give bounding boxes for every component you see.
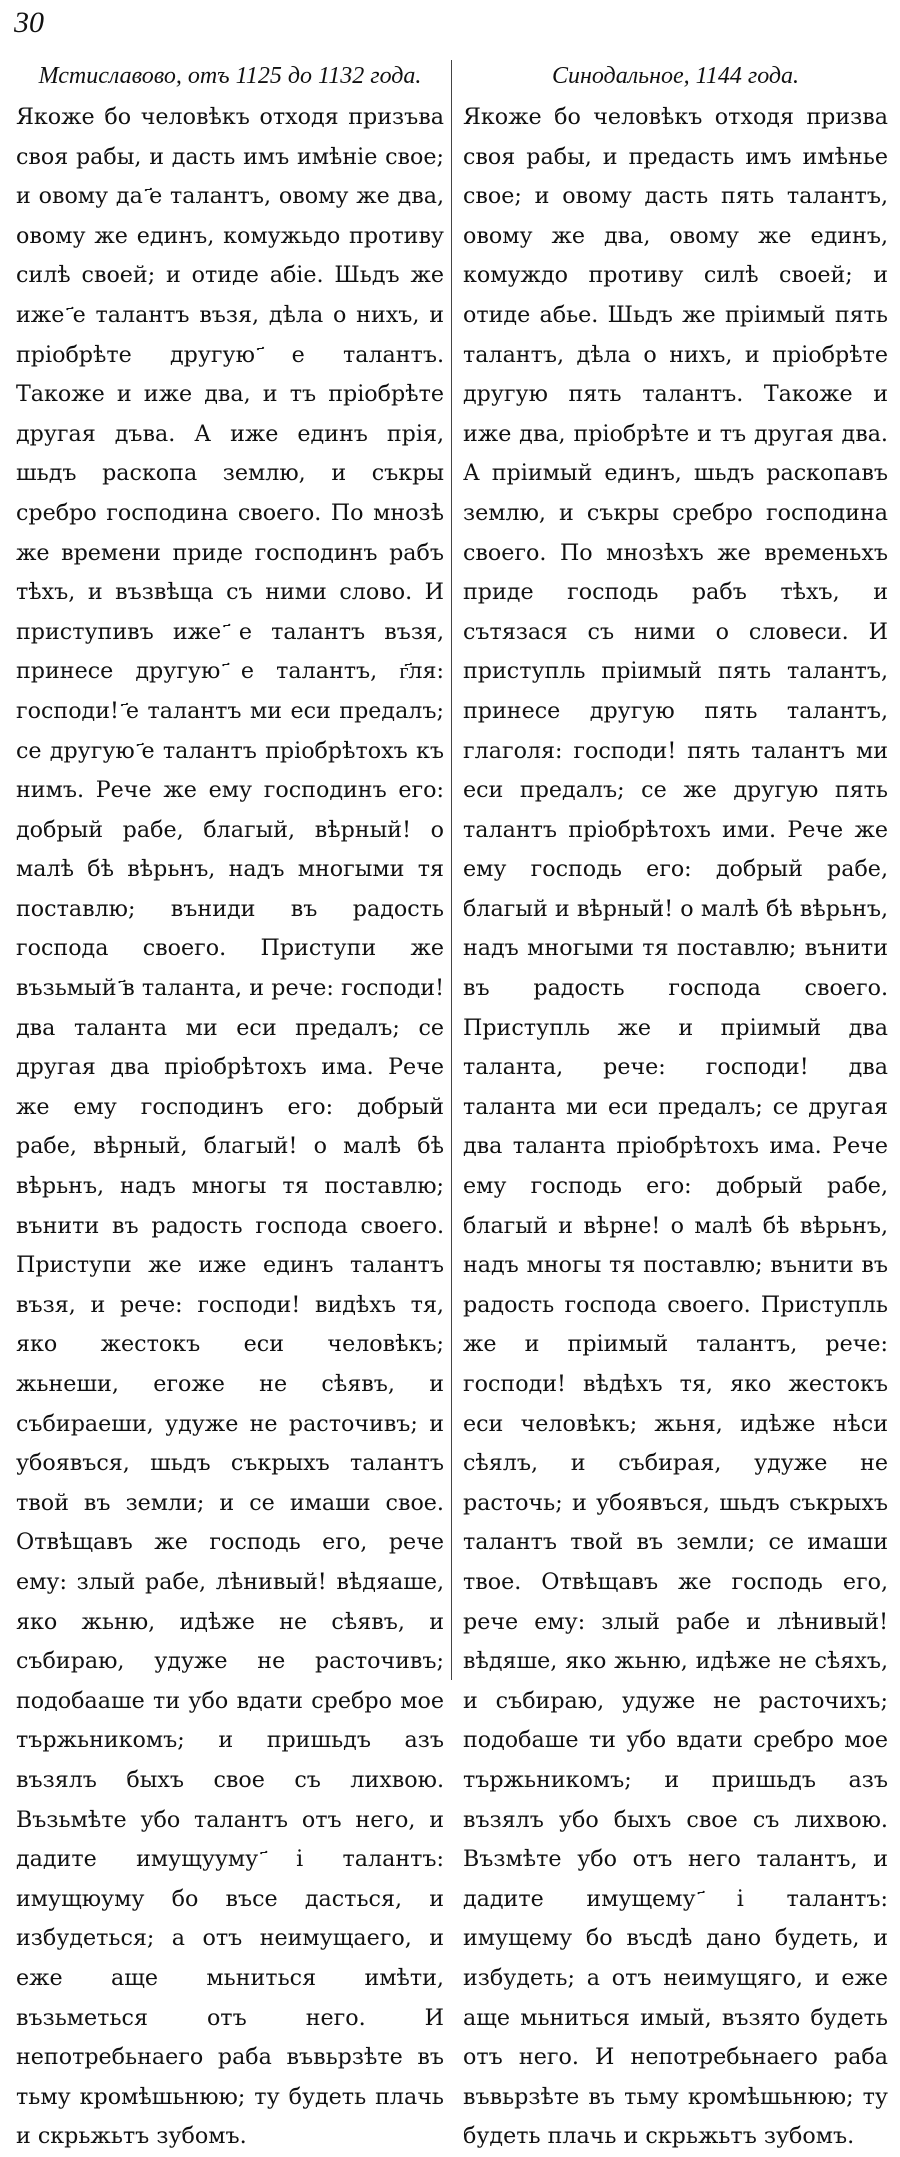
left-column: [16, 58, 444, 2150]
left-column-text: Якоже бо человѣкъ отходя призъва своя рабы, и дасть имъ имѣніе свое; и овому да ҃е талантъ, овому же два, овому же единъ, комужьдо противу силѣ своей; и отиде абіе. Шьдъ же иже ҃е талантъ възя, дѣла о нихъ, и пріобрѣте другую ҃е талантъ. Такоже и иже два, и тъ пріобрѣте другая дъва. А иже единъ прія, шьдъ раскопа землю, и съкры сребро господина своего. По мнозѣ же времени приде господинъ рабъ тѣхъ, и възвѣща съ ними слово. И приступивъ иже ҃е талантъ възя, принесе другую ҃е талантъ, г҃ля: господи! ҃е талантъ ми еси предалъ; се другую ҃е талантъ пріобрѣтохъ къ нимъ. Рече же ему господинъ его: добрый рабе, благый, вѣрный! о малѣ бѣ вѣрьнъ, надъ многыми тя поставлю; въниди въ радость господа своего. Приступи же възьмый ҃в таланта, и рече: господи! два таланта ми еси предалъ; се другая два пріобрѣтохъ има. Рече же ему господинъ его: добрый рабе, вѣрный, благый! о малѣ бѣ вѣрьнъ, надъ многы тя поставлю; вънити въ радость господа своего. Приступи же иже единъ талантъ възя, и рече: господи! видѣхъ тя, яко жестокъ еси человѣкъ; жьнеши, егоже не сѣявъ, и събираеши, удуже не расточивъ; и убоявъся, шьдъ съкрыхъ талантъ твой въ земли; и се имаши свое. Отвѣщавъ же господь его, рече ему: злый рабе, лѣнивый! вѣдяаше, яко жьню, идѣже не сѣявъ, и събираю, удуже не расточивъ; подобааше ти убо вдати сребро мое тържьникомъ; и пришьдъ азъ възялъ быхъ свое съ лихвою. Възьмѣте убо талантъ отъ него, и дадите имущууму ҃і талантъ: имущюуму бо въсе дасться, и избудеться; а отъ неимущаего, и еже аще мьниться имѣти, възьметься отъ него. И непотребьнаего раба въвьрзѣте въ тьму кромѣшьнюю; ту будеть плачь и скрьжьтъ зубомъ.: [16, 104, 444, 2150]
left-column-title: Мстиславово, отъ 1125 до 1132 года.: [38, 63, 422, 89]
right-column: [463, 58, 888, 2150]
right-column-text: Якоже бо человѣкъ отходя призва своя рабы, и предасть имъ имѣнье свое; и овому дасть пять талантъ, овому же два, овому же единъ, комуждо противу силѣ своей; и отиде абье. Шьдъ же пріимый пять талантъ, дѣла о нихъ, и пріобрѣте другую пять талантъ. Такоже и иже два, пріобрѣте и тъ другая два. А пріимый единъ, шьдъ раскопавъ землю, и съкры сребро господина своего. По мнозѣхъ же временьхъ приде господь рабъ тѣхъ, и сътязася съ ними о словеси. И приступль пріимый пять талантъ, принесе другую пять талантъ, глаголя: господи! пять талантъ ми еси предалъ; се же другую пять талантъ пріобрѣтохъ ими. Рече же ему господь его: добрый рабе, благый и вѣрный! о малѣ бѣ вѣрьнъ, надъ многыми тя поставлю; вънити въ радость господа своего. Приступль же и пріимый два таланта, рече: господи! два таланта ми еси предалъ; се другая два таланта пріобрѣтохъ има. Рече ему господь его: добрый рабе, благый и вѣрне! о малѣ бѣ вѣрьнъ, надъ многы тя поставлю; вънити въ радость господа своего. Приступль же и пріимый талантъ, рече: господи! вѣдѣхъ тя, яко жестокъ еси человѣкъ; жьня, идѣже нѣси сѣялъ, и събирая, удуже не расточь; и убоявъся, шьдъ съкрыхъ талантъ твой въ земли; се имаши твое. Отвѣщавъ же господь его, рече ему: злый рабе и лѣнивый! вѣдяше, яко жьню, идѣже не сѣяхъ, и събираю, удуже не расточихъ; подобаше ти убо вдати сребро мое тържьникомъ; и пришьдъ азъ възялъ убо быхъ свое съ лихвою. Възмѣте убо отъ него талантъ, и дадите имущему ҃і талантъ: имущему бо въсдѣ дано будеть, и избудеть; а отъ неимущяго, и еже аще мьниться имый, възято будеть отъ него. И непотребьнаего раба въвьрзѣте въ тьму кромѣшьнюю; ту будеть плачь и скрьжьтъ зубомъ.: [463, 104, 888, 2150]
right-column-title: Синодальное, 1144 года.: [551, 63, 800, 89]
page-number: 30: [14, 6, 44, 39]
column-divider: [451, 60, 452, 1680]
